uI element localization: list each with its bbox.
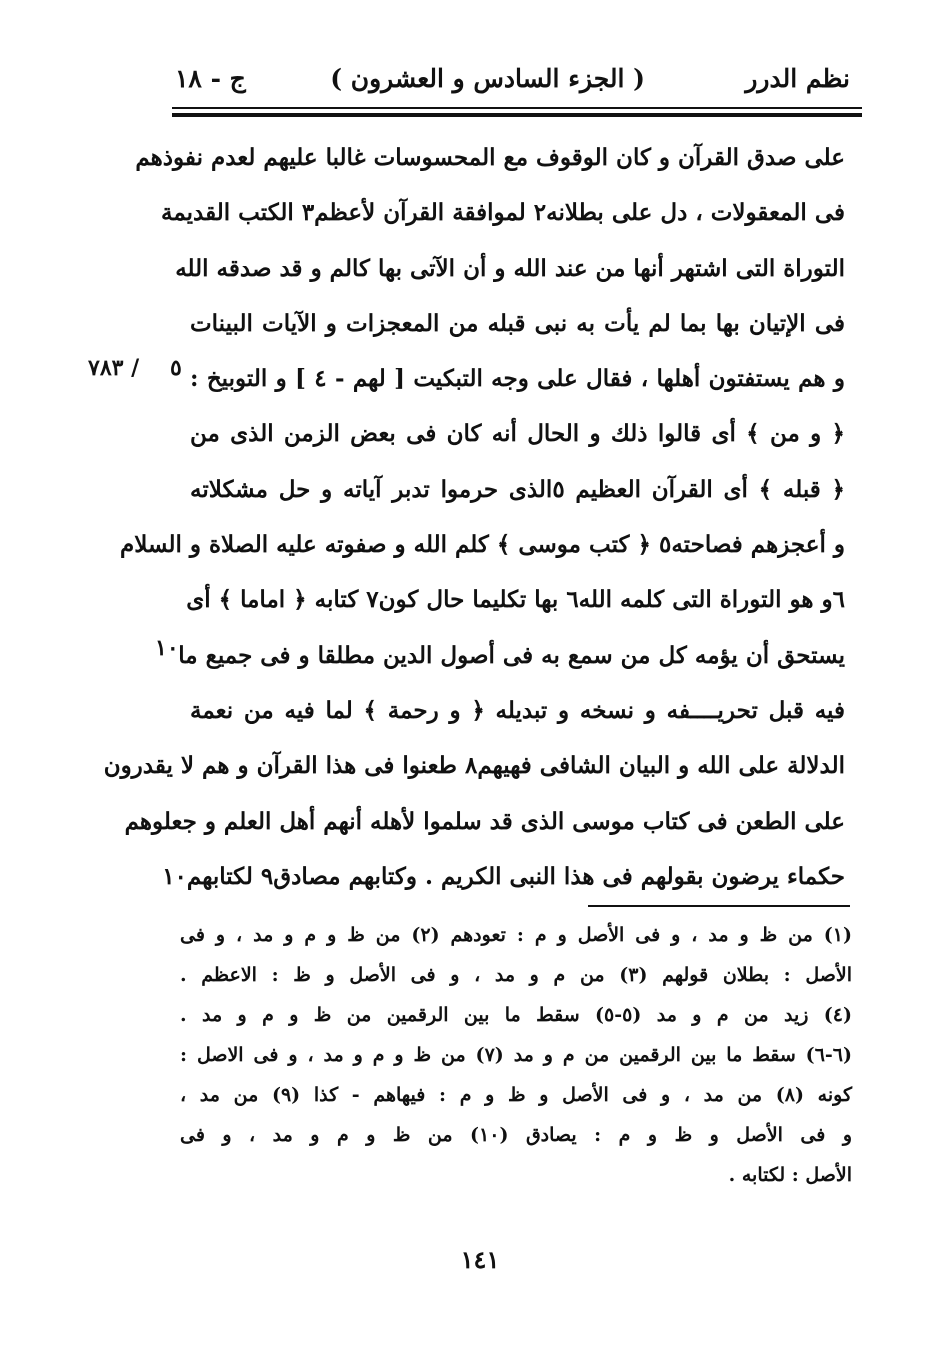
footnote-divider <box>588 905 850 907</box>
book-title: نظم الدرر <box>745 64 850 93</box>
text-line: و أعجزهم فصاحته٥ ﴿ كتب موسى ﴾ كلم الله و صفوته عليه الصلاة و السلام <box>120 531 845 559</box>
footnote-line: الأصل : بطلان قولهم (٣) من م و مد ، و فى الأصل و ظ : الاعظم . <box>180 964 852 986</box>
part-title: ( الجزء السادس و العشرون ) <box>330 64 645 93</box>
text-line: ﴿ قبله ﴾ أى القرآن العظيم ٥الذى حرموا تدبر آياته و حل مشكلاته <box>190 475 845 503</box>
text-line: الدلالة على الله و البيان الشافى فهيهم٨ طعنوا فى هذا القرآن و هم لا يقدرون <box>103 752 845 780</box>
text-line: التوراة التى اشتهر أنها من عند الله و أن الآتى بها كالم و قد صدقه الله <box>175 254 845 282</box>
text-line: ٦و هو التوراة التى كلمه الله٦ بها تكليما حال كون٧ كتابه ﴿ اماما ﴾ أى <box>186 586 845 614</box>
header-rule-thick <box>172 113 862 117</box>
footnote-line: (١) من ظ و مد ، و فى الأصل و م : تعودهم (٢) من ظ و م و مد ، و فى <box>180 924 852 946</box>
text-line: على الطعن فى كتاب موسى الذى قد سلموا لأهله أنهم أهل العلم و جعلوهم <box>124 807 845 835</box>
text-line: على صدق القرآن و كان الوقوف مع المحسوسات غالبا عليهم لعدم نفوذهم <box>135 144 845 171</box>
text-line: فيه قبل تحريــــفه و نسخه و تبديله ﴿ و رحمة ﴾ لما فيه من نعمة <box>190 696 845 724</box>
footnote-line: (٤) زيد من م و مد (٥-٥) سقط ما بين الرقمين من ظ و م و مد . <box>180 1004 852 1026</box>
text-line: يستحق أن يؤمه كل من سمع به فى أصول الدين مطلقا و فى جميع ما <box>178 641 845 669</box>
text-line: فى الإتيان بها بما لم يأت به نبى قبله من المعجزات و الآيات البينات <box>190 309 845 337</box>
footnote-line: و فى الأصل و ظ و م : يصادق (١٠) من ظ و م و مد ، و فى <box>180 1124 852 1146</box>
header-rule-thin <box>172 107 862 109</box>
page-number: ١٤١ <box>460 1245 500 1274</box>
text-line: حكماء يرضون بقولهم فى هذا النبى الكريم . وكتابهم مصادق٩ لكتابهم١٠ <box>162 862 845 890</box>
text-line: ﴿ و من ﴾ أى قالوا ذلك و الحال أنه كان فى بعض الزمن الذى من <box>190 420 845 448</box>
footnote-line: (٦-٦) سقط ما بين الرقمين من م و مد (٧) من ظ و م و مد ، و فى الاصل : <box>180 1044 853 1066</box>
running-header <box>175 60 860 100</box>
line-number-five: ٥ <box>170 355 182 381</box>
footnote-line: الأصل : لكتابه . <box>728 1164 852 1186</box>
footnotes <box>180 915 852 1195</box>
text-line: فى المعقولات ، دل على بطلانه٢ لموافقة القرآن لأعظم٣ الكتب القديمة <box>161 199 845 227</box>
manuscript-page-ref: / ٧٨٣ <box>88 355 140 381</box>
footnote-line: كونه (٨) من مد ، و فى الأصل و ظ و م : فيهاهم - كذا (٩) من مد ، <box>180 1084 852 1106</box>
text-line: و هم يستفتون أهلها ، فقال على وجه التبكيت [ لهم - ٤ ] و التوبيخ : <box>190 365 845 393</box>
line-number-ten: ١٠ <box>155 635 179 661</box>
volume-number: ج - ١٨ <box>175 64 246 93</box>
